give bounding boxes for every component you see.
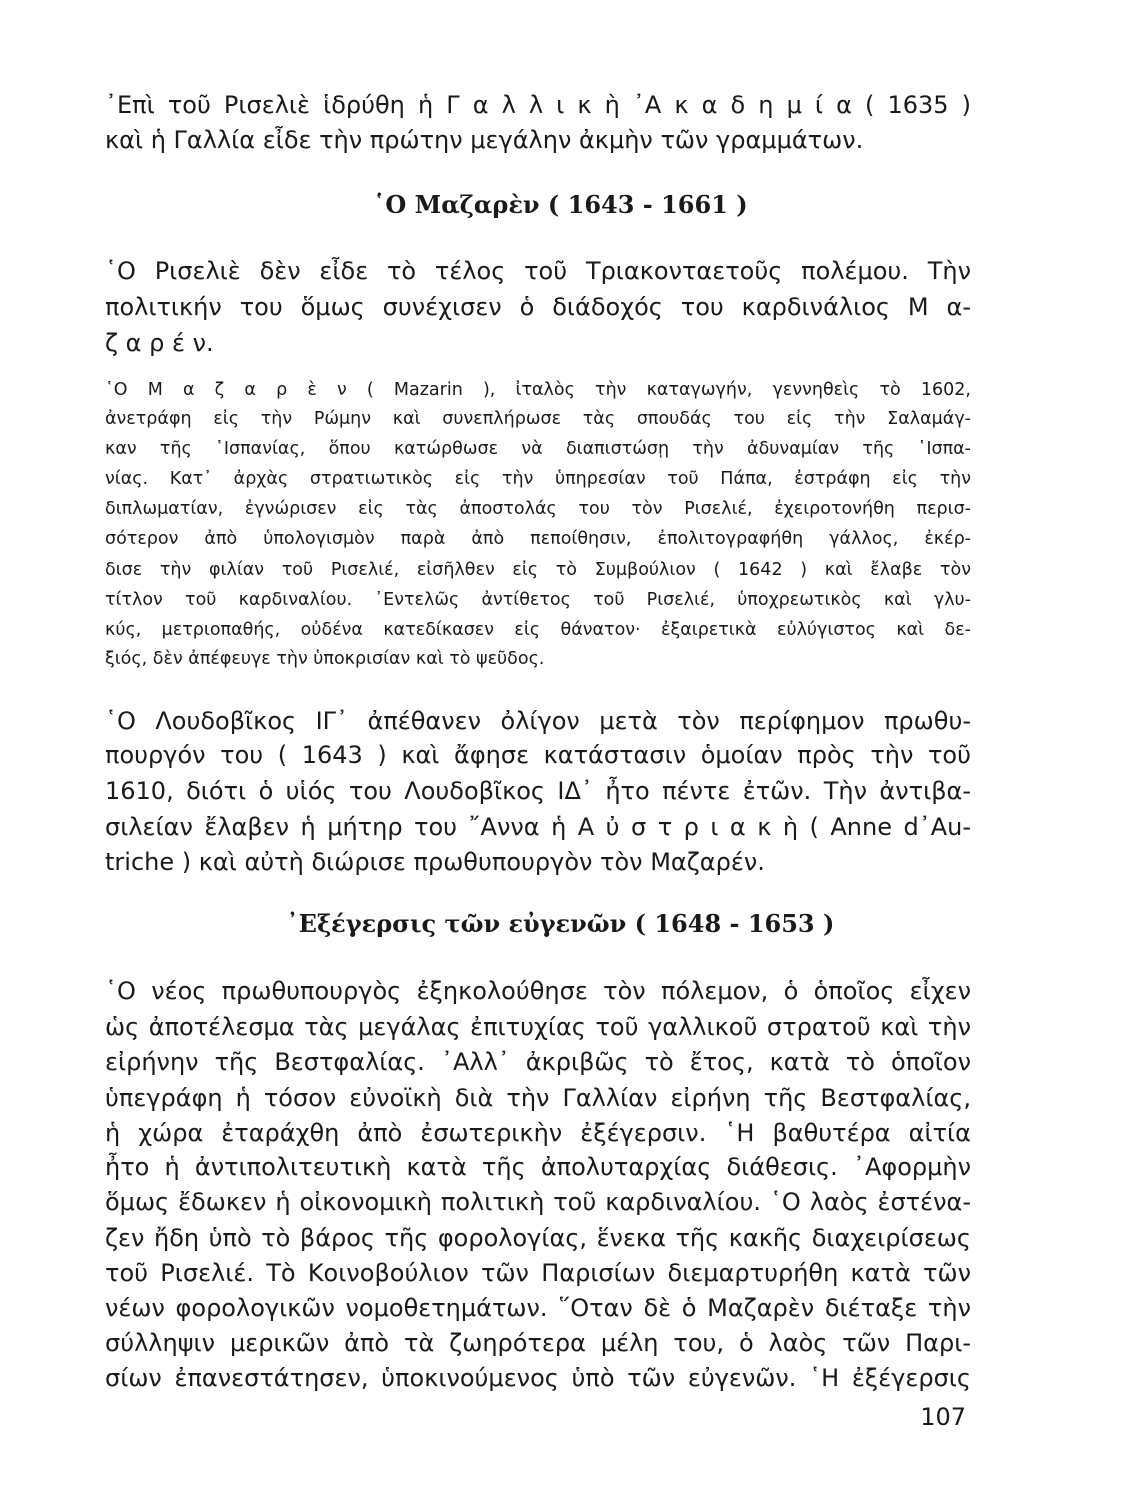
text-line: ῾Ο νέος πρωθυπουργὸς ἐξηκολούθησε τὸν πόλεμον, ὁ ὁποῖος εἶχεν [105,977,971,1005]
text-line: ὑπεγράφη ἡ τόσον εὐνοϊκὴ διὰ τὴν Γαλλίαν εἰρήνη τῆς Βεστφαλίας, [105,1084,971,1112]
text-line: ζεν ἤδη ὑπὸ τὸ βάρος τῆς φορολογίας, ἕνεκα τῆς κακῆς διαχειρίσεως [105,1224,971,1252]
note-line: καν τῆς ῾Ισπανίας, ὅπου κατώρθωσε νὰ διαπιστώσῃ τὴν ἀδυναμίαν τῆς ῾Ισπα- [105,439,971,459]
page-number: 107 [920,1403,966,1431]
text-line: σύλληψιν μερικῶν ἀπὸ τὰ ζωηρότερα μέλη του, ὁ λαὸς τῶν Παρι- [105,1329,971,1357]
text-line: καὶ ἡ Γαλλία εἶδε τὴν πρώτην μεγάλην ἀκμὴν τῶν γραμμάτων. [105,126,864,154]
note-line: σότερον ἀπὸ ὑπολογισμὸν παρὰ ἀπὸ πεποίθησιν, ἐπολιτογραφήθη γάλλος, ἐκέρ- [105,529,971,549]
text-line: πολιτικήν του ὅμως συνέχισεν ὁ διάδοχός του καρδινάλιος Μ α- [105,293,971,321]
text-line: 1610, διότι ὁ υἱός του Λουδοβῖκος ΙΔ᾽ ἦτο πέντε ἐτῶν. Τὴν ἀντιβα- [105,777,971,805]
text-line: σιλείαν ἔλαβεν ἡ μήτηρ του ῎Αννα ἡ Α ὐ σ τ ρ ι α κ ὴ ( Anne d᾽Au- [105,813,971,841]
text-line: triche ) καὶ αὐτὴ διώρισε πρωθυπουργὸν τὸν Μαζαρέν. [105,848,765,876]
text-line: σίων ἐπανεστάτησεν, ὑποκινούμενος ὑπὸ τῶν εὐγενῶν. ῾Η ἐξέγερσις [105,1364,971,1392]
text-line: εἰρήνην τῆς Βεστφαλίας. ᾽Αλλ᾽ ἀκριβῶς τὸ ἔτος, κατὰ τὸ ὁποῖον [105,1048,971,1076]
section-heading-mazarin: ῾Ο Μαζαρὲν ( 1643 - 1661 ) [373,190,748,219]
note-line: ἀνετράφη εἰς τὴν Ρώμην καὶ συνεπλήρωσε τὰς σπουδάς του εἰς τὴν Σαλαμάγ- [105,409,971,429]
section-heading-revolt: ᾽Εξέγερσις τῶν εὐγενῶν ( 1648 - 1653 ) [286,909,835,938]
text-line: ἦτο ἡ ἀντιπολιτευτικὴ κατὰ τῆς ἀπολυταρχίας διάθεσις. ᾽Αφορμὴν [105,1153,971,1181]
text-line: νέων φορολογικῶν νομοθετημάτων. ῞Οταν δὲ ὁ Μαζαρὲν διέταξε τὴν [105,1294,971,1322]
text-line: ἡ χώρα ἐταράχθη ἀπὸ ἐσωτερικὴν ἐξέγερσιν. ῾Η βαθυτέρα αἰτία [105,1119,971,1147]
note-line: κύς, μετριοπαθής, οὐδένα κατεδίκασεν εἰς θάνατον· ἐξαιρετικὰ εὐλύγιστος καὶ δε- [105,620,971,640]
note-line: τίτλον τοῦ καρδιναλίου. ᾽Εντελῶς ἀντίθετος τοῦ Ρισελιέ, ὑποχρεωτικὸς καὶ γλυ- [105,590,971,610]
note-line: διπλωματίαν, ἐγνώρισεν εἰς τὰς ἀποστολάς του τὸν Ρισελιέ, ἐχειροτονήθη περισ- [105,499,971,519]
note-line: δισε τὴν φιλίαν τοῦ Ρισελιέ, εἰσῆλθεν εἰς τὸ Συμβούλιον ( 1642 ) καὶ ἔλαβε τὸν [105,560,971,580]
text-line: ᾽Επὶ τοῦ Ρισελιὲ ἱδρύθη ἡ Γ α λ λ ι κ ὴ ᾽Α κ α δ η μ ί α ( 1635 ) [105,91,971,119]
note-line: ξιός, δὲν ἀπέφευγε τὴν ὑποκρισίαν καὶ τὸ ψεῦδος. [105,649,545,669]
note-line: ῾Ο Μ α ζ α ρ ὲ ν ( Mazarin ), ἰταλὸς τὴν καταγωγήν, γεννηθεὶς τὸ 1602, [105,380,971,400]
text-line: ζ α ρ έ ν. [105,329,214,357]
text-line: πουργόν του ( 1643 ) καὶ ἄφησε κατάστασιν ὁμοίαν πρὸς τὴν τοῦ [105,741,971,769]
note-line: νίας. Κατ᾽ ἀρχὰς στρατιωτικὸς εἰς τὴν ὑπηρεσίαν τοῦ Πάπα, ἐστράφη εἰς τὴν [105,469,971,489]
text-line: ῾Ο Ρισελιὲ δὲν εἶδε τὸ τέλος τοῦ Τριακονταετοῦς πολέμου. Τὴν [105,257,971,285]
text-line: ὅμως ἔδωκεν ἡ οἰκονομικὴ πολιτικὴ τοῦ καρδιναλίου. ῾Ο λαὸς ἐστένα- [105,1188,971,1216]
text-line: ῾Ο Λουδοβῖκος ΙΓ᾽ ἀπέθανεν ὀλίγον μετὰ τὸν περίφημον πρωθυ- [105,707,971,735]
text-line: τοῦ Ρισελιέ. Τὸ Κοινοβούλιον τῶν Παρισίων διεμαρτυρήθη κατὰ τῶν [105,1259,971,1287]
text-line: ὡς ἀποτέλεσμα τὰς μεγάλας ἐπιτυχίας τοῦ γαλλικοῦ στρατοῦ καὶ τὴν [105,1013,971,1041]
